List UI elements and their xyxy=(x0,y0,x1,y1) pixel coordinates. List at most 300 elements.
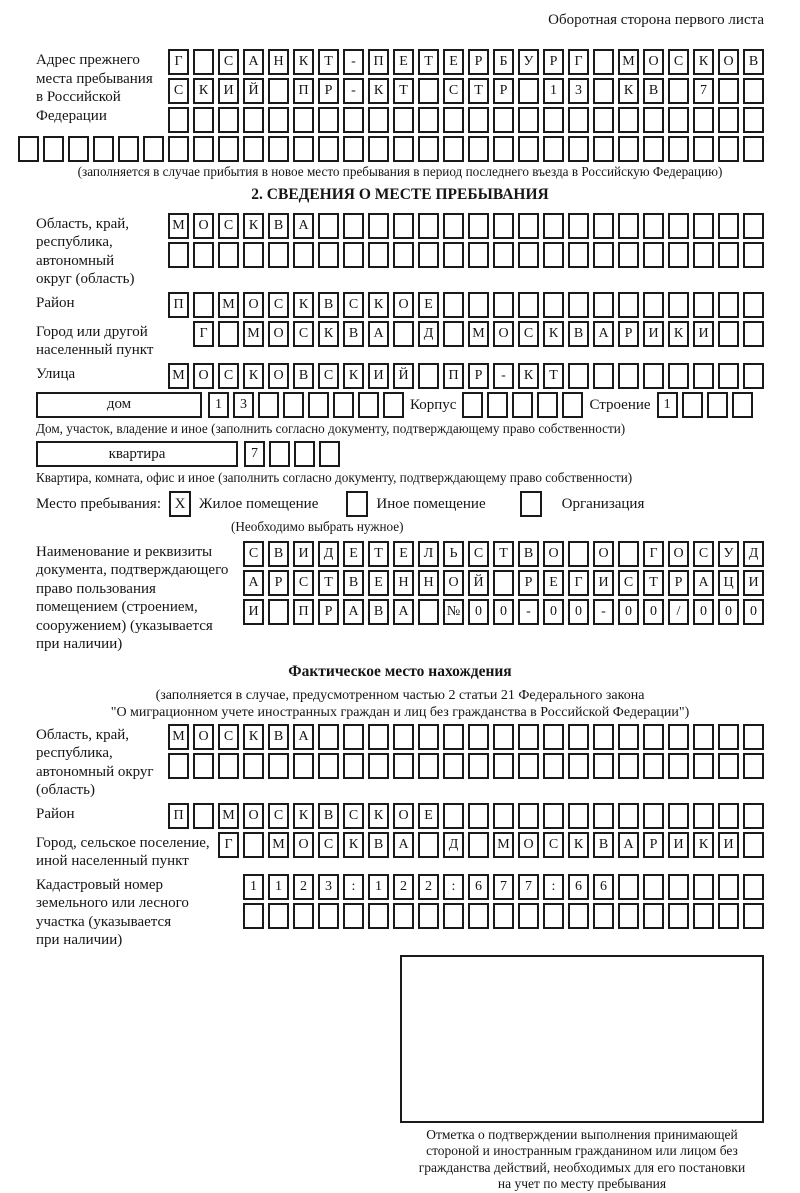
text-line: "О миграционном учете иностранных граждан и лиц без гражданства в Российской Федерации") xyxy=(110,704,690,720)
char-cell: В xyxy=(743,49,764,75)
char-cell xyxy=(743,874,764,900)
char-cell: Р xyxy=(468,49,489,75)
fact-raion-block xyxy=(36,803,764,829)
char-cell xyxy=(268,753,289,779)
text-line: участка (указывается xyxy=(36,913,172,930)
char-cell xyxy=(493,753,514,779)
char-cell xyxy=(618,753,639,779)
char-cell: В xyxy=(343,570,364,596)
char-cell xyxy=(343,107,364,133)
fact-gorod-row xyxy=(218,832,764,858)
char-cell: В xyxy=(318,803,339,829)
oblast-label xyxy=(36,213,134,289)
char-cell xyxy=(268,136,289,162)
fact-oblast-rows xyxy=(168,724,764,779)
char-cell xyxy=(743,363,764,389)
char-cell: И xyxy=(693,321,714,347)
char-cell xyxy=(283,392,304,418)
char-cell xyxy=(618,874,639,900)
char-cell xyxy=(193,242,214,268)
fact-raion-row xyxy=(168,803,764,829)
char-cell xyxy=(718,363,739,389)
char-cell xyxy=(418,903,439,929)
char-cell xyxy=(732,392,753,418)
char-cell: О xyxy=(543,541,564,567)
char-cell: В xyxy=(268,724,289,750)
char-cell: Е xyxy=(418,292,439,318)
char-cell xyxy=(693,874,714,900)
char-cell xyxy=(618,292,639,318)
text-line: гражданства действий, необходимых для его постановки xyxy=(418,1159,746,1175)
char-cell xyxy=(218,136,239,162)
fact-gorod-block xyxy=(36,832,764,871)
char-cell xyxy=(518,242,539,268)
char-cell xyxy=(643,753,664,779)
text-line: Отметка о подтверждении выполнения принимающей xyxy=(426,1126,738,1142)
char-cell xyxy=(443,321,464,347)
char-cell xyxy=(718,321,739,347)
char-cell xyxy=(443,292,464,318)
char-cell xyxy=(243,753,264,779)
char-cell: 1 xyxy=(243,874,264,900)
char-cell: 1 xyxy=(208,392,229,418)
char-cell xyxy=(243,832,264,858)
char-cell xyxy=(543,903,564,929)
char-cell xyxy=(68,136,89,162)
char-cell xyxy=(493,136,514,162)
text-line: Федерации xyxy=(36,107,107,124)
char-cell xyxy=(368,107,389,133)
stroenie-cells xyxy=(657,392,753,418)
char-cell: И xyxy=(218,78,239,104)
char-cell xyxy=(468,107,489,133)
char-cell: К xyxy=(693,49,714,75)
char-cell xyxy=(383,392,404,418)
char-cell xyxy=(568,803,589,829)
char-cell xyxy=(393,213,414,239)
text-line: земельного или лесного xyxy=(36,895,189,911)
char-cell xyxy=(308,392,329,418)
char-cell: К xyxy=(243,213,264,239)
text-line: Адрес прежнего xyxy=(36,52,140,68)
char-cell: О xyxy=(193,363,214,389)
char-cell xyxy=(468,213,489,239)
char-cell: 0 xyxy=(693,599,714,625)
char-cell: 7 xyxy=(693,78,714,104)
char-cell xyxy=(693,724,714,750)
char-cell: А xyxy=(593,321,614,347)
char-cell xyxy=(518,724,539,750)
char-cell xyxy=(518,107,539,133)
char-cell: В xyxy=(643,78,664,104)
char-cell xyxy=(668,136,689,162)
char-cell xyxy=(368,903,389,929)
fact-oblast-row-2 xyxy=(168,753,764,779)
choose-note: (Необходимо выбрать нужное) xyxy=(231,518,404,534)
char-cell xyxy=(593,242,614,268)
char-cell: Т xyxy=(543,363,564,389)
char-cell: М xyxy=(268,832,289,858)
char-cell xyxy=(693,107,714,133)
char-cell xyxy=(537,392,558,418)
char-cell: Н xyxy=(393,570,414,596)
char-cell: А xyxy=(693,570,714,596)
char-cell: Т xyxy=(643,570,664,596)
checkbox-zhiloe: X xyxy=(169,491,191,517)
fact-oblast-label xyxy=(36,724,154,800)
char-cell: Е xyxy=(543,570,564,596)
char-cell xyxy=(743,803,764,829)
char-cell xyxy=(393,724,414,750)
char-cell xyxy=(493,903,514,929)
char-cell: К xyxy=(518,363,539,389)
char-cell: 0 xyxy=(493,599,514,625)
dom-block xyxy=(36,392,764,418)
char-cell: И xyxy=(293,541,314,567)
char-cell: Г xyxy=(568,49,589,75)
doc-label xyxy=(36,541,228,654)
char-cell xyxy=(418,78,439,104)
char-cell: Р xyxy=(518,570,539,596)
char-cell: 0 xyxy=(568,599,589,625)
char-cell: В xyxy=(293,363,314,389)
char-cell: Н xyxy=(268,49,289,75)
char-cell: К xyxy=(193,78,214,104)
kvartira-box: квартира xyxy=(36,441,238,467)
char-cell: М xyxy=(218,803,239,829)
char-cell: К xyxy=(243,363,264,389)
char-cell xyxy=(718,292,739,318)
char-cell: М xyxy=(168,724,189,750)
ulitsa-label: Улица xyxy=(36,365,76,382)
char-cell xyxy=(418,599,439,625)
char-cell: : xyxy=(343,874,364,900)
text-line: на учет по месту пребывания xyxy=(497,1176,667,1191)
char-cell: К xyxy=(368,292,389,318)
korpus-label: Корпус xyxy=(410,396,457,413)
char-cell xyxy=(593,292,614,318)
char-cell xyxy=(718,874,739,900)
char-cell: И xyxy=(743,570,764,596)
char-cell xyxy=(693,213,714,239)
char-cell: 0 xyxy=(643,599,664,625)
char-cell xyxy=(682,392,703,418)
char-cell: - xyxy=(593,599,614,625)
char-cell: В xyxy=(343,321,364,347)
char-cell xyxy=(743,903,764,929)
char-cell: 6 xyxy=(468,874,489,900)
char-cell: 3 xyxy=(318,874,339,900)
char-cell xyxy=(568,903,589,929)
char-cell xyxy=(293,753,314,779)
char-cell: 7 xyxy=(493,874,514,900)
char-cell: В xyxy=(268,541,289,567)
char-cell: Й xyxy=(243,78,264,104)
char-cell xyxy=(593,724,614,750)
char-cell xyxy=(443,136,464,162)
fact-heading: Фактическое место нахождения xyxy=(288,662,512,680)
ulitsa-row xyxy=(168,363,764,389)
char-cell xyxy=(293,903,314,929)
char-cell xyxy=(93,136,114,162)
char-cell xyxy=(693,242,714,268)
char-cell: М xyxy=(168,363,189,389)
doc-rows xyxy=(243,541,764,625)
char-cell: Т xyxy=(318,49,339,75)
char-cell: О xyxy=(243,292,264,318)
char-cell: Л xyxy=(418,541,439,567)
raion-row xyxy=(168,292,764,318)
char-cell xyxy=(193,292,214,318)
char-cell: Й xyxy=(393,363,414,389)
char-cell xyxy=(243,242,264,268)
char-cell xyxy=(643,292,664,318)
char-cell xyxy=(743,107,764,133)
checkbox-organizatsiya xyxy=(520,491,542,517)
section2-heading: 2. СВЕДЕНИЯ О МЕСТЕ ПРЕБЫВАНИЯ xyxy=(251,185,549,203)
char-cell xyxy=(518,213,539,239)
char-cell xyxy=(668,753,689,779)
stroenie-label: Строение xyxy=(589,396,651,413)
char-cell xyxy=(468,724,489,750)
char-cell: 1 xyxy=(268,874,289,900)
char-cell xyxy=(258,392,279,418)
text-line: при наличии) xyxy=(36,932,123,948)
char-cell: С xyxy=(618,570,639,596)
char-cell xyxy=(193,753,214,779)
fact-oblast-block xyxy=(36,724,764,800)
char-cell xyxy=(368,753,389,779)
char-cell: О xyxy=(718,49,739,75)
char-cell: 0 xyxy=(618,599,639,625)
char-cell xyxy=(643,803,664,829)
char-cell xyxy=(443,107,464,133)
char-cell: К xyxy=(293,49,314,75)
char-cell: 1 xyxy=(543,78,564,104)
char-cell xyxy=(718,803,739,829)
char-cell: А xyxy=(293,213,314,239)
char-cell: Н xyxy=(418,570,439,596)
prev-address-row-1 xyxy=(168,49,764,75)
option-zhiloe-label: Жилое помещение xyxy=(199,495,319,512)
char-cell: О xyxy=(268,363,289,389)
char-cell xyxy=(418,363,439,389)
char-cell: П xyxy=(293,78,314,104)
dom-note: Дом, участок, владение и иное (заполнить согласно документу, подтверждающему право собственности) xyxy=(36,420,626,436)
dom-cells xyxy=(208,392,404,418)
text-line: стороной и иностранным гражданином или лицом без xyxy=(426,1143,738,1158)
char-cell xyxy=(193,803,214,829)
char-cell xyxy=(668,874,689,900)
char-cell xyxy=(268,107,289,133)
char-cell xyxy=(593,49,614,75)
char-cell xyxy=(568,242,589,268)
kadastr-block xyxy=(36,874,764,950)
fact-gorod-label xyxy=(36,832,210,871)
char-cell xyxy=(393,242,414,268)
char-cell xyxy=(168,753,189,779)
char-cell: С xyxy=(693,541,714,567)
char-cell xyxy=(568,213,589,239)
char-cell xyxy=(393,903,414,929)
char-cell xyxy=(743,136,764,162)
char-cell: О xyxy=(193,724,214,750)
doc-block xyxy=(36,541,764,654)
char-cell xyxy=(168,242,189,268)
gorod-label xyxy=(36,321,153,360)
char-cell xyxy=(393,753,414,779)
char-cell: 0 xyxy=(718,599,739,625)
char-cell xyxy=(418,832,439,858)
char-cell xyxy=(443,213,464,239)
kadastr-row-1 xyxy=(243,874,764,900)
char-cell xyxy=(618,107,639,133)
char-cell: К xyxy=(368,803,389,829)
char-cell xyxy=(393,136,414,162)
char-cell: М xyxy=(493,832,514,858)
char-cell: И xyxy=(593,570,614,596)
text-line: республика, xyxy=(36,745,113,761)
char-cell xyxy=(643,136,664,162)
char-cell xyxy=(593,363,614,389)
char-cell: А xyxy=(393,599,414,625)
char-cell xyxy=(668,78,689,104)
char-cell xyxy=(743,321,764,347)
char-cell: С xyxy=(343,292,364,318)
char-cell xyxy=(318,213,339,239)
char-cell: Т xyxy=(418,49,439,75)
ulitsa-block xyxy=(36,363,764,389)
char-cell: В xyxy=(268,213,289,239)
char-cell xyxy=(668,213,689,239)
char-cell xyxy=(168,107,189,133)
prev-address-row-4 xyxy=(18,136,764,162)
oblast-rows xyxy=(168,213,764,268)
char-cell: Й xyxy=(468,570,489,596)
char-cell: - xyxy=(343,78,364,104)
char-cell: О xyxy=(268,321,289,347)
char-cell xyxy=(743,78,764,104)
option-organizatsiya-label: Организация xyxy=(561,495,645,512)
char-cell xyxy=(743,724,764,750)
char-cell xyxy=(718,753,739,779)
char-cell: 6 xyxy=(568,874,589,900)
char-cell: В xyxy=(518,541,539,567)
text-line: Наименование и реквизиты xyxy=(36,543,213,560)
char-cell: С xyxy=(293,321,314,347)
char-cell xyxy=(193,49,214,75)
text-line: при наличии) xyxy=(36,636,123,652)
char-cell xyxy=(468,903,489,929)
char-cell xyxy=(243,903,264,929)
char-cell xyxy=(468,292,489,318)
char-cell xyxy=(593,903,614,929)
char-cell: О xyxy=(518,832,539,858)
char-cell: Г xyxy=(568,570,589,596)
char-cell: П xyxy=(443,363,464,389)
char-cell xyxy=(618,363,639,389)
char-cell xyxy=(293,107,314,133)
char-cell: В xyxy=(593,832,614,858)
char-cell: А xyxy=(343,599,364,625)
char-cell xyxy=(193,136,214,162)
char-cell xyxy=(693,803,714,829)
char-cell xyxy=(218,242,239,268)
char-cell: Р xyxy=(493,78,514,104)
text-line: Город, сельское поселение, xyxy=(36,834,210,851)
prev-address-row-2 xyxy=(168,78,764,104)
char-cell xyxy=(18,136,39,162)
char-cell: О xyxy=(443,570,464,596)
text-line: помещением (строением, xyxy=(36,599,198,615)
dom-box: дом xyxy=(36,392,202,418)
char-cell xyxy=(418,136,439,162)
char-cell: Р xyxy=(543,49,564,75)
char-cell xyxy=(269,441,290,467)
char-cell: Г xyxy=(218,832,239,858)
char-cell xyxy=(568,541,589,567)
char-cell xyxy=(668,242,689,268)
char-cell xyxy=(493,803,514,829)
char-cell xyxy=(243,107,264,133)
char-cell: У xyxy=(718,541,739,567)
char-cell: А xyxy=(393,832,414,858)
char-cell xyxy=(368,136,389,162)
char-cell: О xyxy=(243,803,264,829)
char-cell: С xyxy=(443,78,464,104)
char-cell: С xyxy=(268,803,289,829)
char-cell: Р xyxy=(268,570,289,596)
oblast-row-1 xyxy=(168,213,764,239)
confirmation-mark-caption xyxy=(400,1127,764,1193)
char-cell: М xyxy=(218,292,239,318)
char-cell: И xyxy=(718,832,739,858)
char-cell xyxy=(218,107,239,133)
korpus-cells xyxy=(462,392,583,418)
char-cell: Р xyxy=(318,78,339,104)
char-cell: К xyxy=(368,78,389,104)
char-cell xyxy=(43,136,64,162)
char-cell xyxy=(343,753,364,779)
char-cell: А xyxy=(368,321,389,347)
char-cell xyxy=(707,392,728,418)
char-cell xyxy=(418,213,439,239)
char-cell xyxy=(668,724,689,750)
kvartira-note: Квартира, комната, офис и иное (заполнить согласно документу, подтверждающему право собственности) xyxy=(36,470,633,485)
char-cell xyxy=(643,363,664,389)
char-cell xyxy=(543,803,564,829)
char-cell: О xyxy=(593,541,614,567)
char-cell: Е xyxy=(393,541,414,567)
char-cell xyxy=(593,753,614,779)
char-cell xyxy=(118,136,139,162)
char-cell: И xyxy=(243,599,264,625)
text-line: округ (область) xyxy=(36,271,135,287)
char-cell: Д xyxy=(418,321,439,347)
text-line: Город или другой xyxy=(36,323,148,340)
char-cell xyxy=(568,107,589,133)
char-cell xyxy=(543,242,564,268)
char-cell: Р xyxy=(318,599,339,625)
kvartira-cells xyxy=(244,441,340,467)
char-cell xyxy=(643,724,664,750)
char-cell xyxy=(343,136,364,162)
char-cell: В xyxy=(318,292,339,318)
char-cell: П xyxy=(293,599,314,625)
char-cell: М xyxy=(243,321,264,347)
mesto-label: Место пребывания: xyxy=(36,495,161,512)
fact-note xyxy=(36,687,764,721)
